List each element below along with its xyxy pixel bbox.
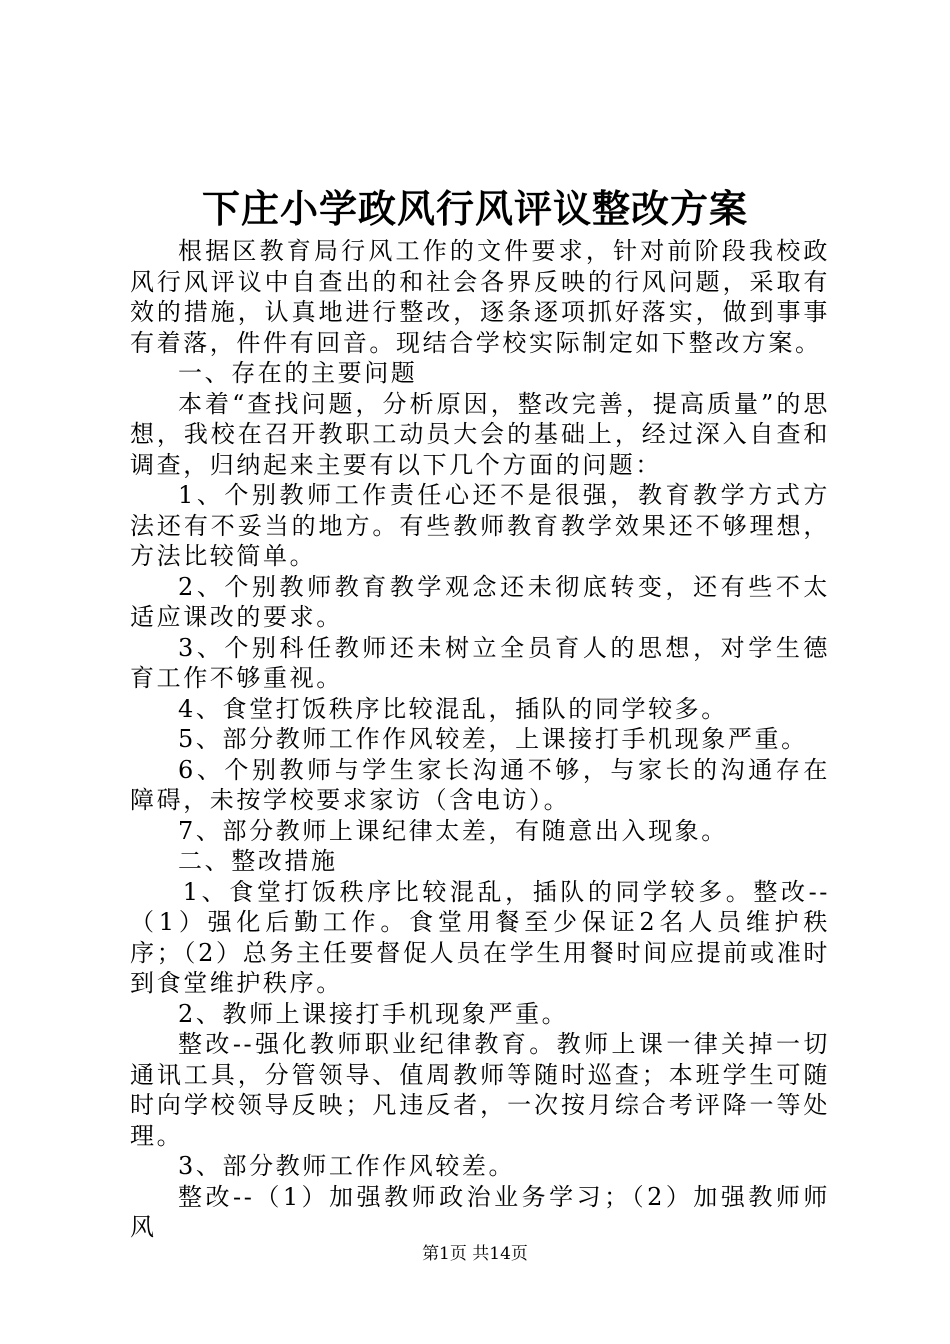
section-heading-measures: 二、整改措施 bbox=[178, 847, 338, 875]
paragraph-intro: 根据区教育局行风工作的文件要求，针对前阶段我校政风行风评议中自查出的和社会各界反映的行风问题，采取有效的措施，认真地进行整改，逐条逐项抓好落实，做到事事有着落，件件有回音。现结合学校实际制定如下整改方案。 bbox=[130, 237, 830, 357]
problem-item-6: 6、个别教师与学生家长沟通不够，与家长的沟通存在障碍，未按学校要求家访（含电访）。 bbox=[130, 755, 830, 814]
problem-item-3: 3、个别科任教师还未树立全员育人的思想，对学生德育工作不够重视。 bbox=[130, 633, 830, 692]
problem-item-4: 4、食堂打饭秩序比较混乱，插队的同学较多。 bbox=[178, 694, 728, 723]
measure-item-1: 1、食堂打饭秩序比较混乱，插队的同学较多。整改--（1）强化后勤工作。食堂用餐至少保证2名人员维护秩序；（2）总务主任要督促人员在学生用餐时间应提前或准时到食堂维护秩序。 bbox=[130, 877, 830, 997]
document-body bbox=[130, 236, 830, 1243]
measure-item-2: 2、教师上课接打手机现象严重。 bbox=[178, 999, 569, 1028]
document-title: 下庄小学政风行风评议整改方案 bbox=[201, 186, 748, 231]
problem-item-7: 7、部分教师上课纪律太差，有随意出入现象。 bbox=[178, 816, 728, 845]
problem-item-2: 2、个别教师教育教学观念还未彻底转变，还有些不太适应课改的要求。 bbox=[130, 572, 830, 631]
problem-item-1: 1、个别教师工作责任心还不是很强，教育教学方式方法还有不妥当的地方。有些教师教育教学效果还不够理想，方法比较简单。 bbox=[130, 481, 830, 570]
measure-item-2-detail: 整改--强化教师职业纪律教育。教师上课一律关掉一切通讯工具，分管领导、值周教师等随时巡查；本班学生可随时向学校领导反映；凡违反者，一次按月综合考评降一等处理。 bbox=[130, 1030, 830, 1150]
problem-item-5: 5、部分教师工作作风较差，上课接打手机现象严重。 bbox=[178, 725, 808, 753]
paragraph-problems-summary: 本着“查找问题，分析原因，整改完善，提高质量”的思想，我校在召开教职工动员大会的基础上，经过深入自查和调查，归纳起来主要有以下几个方面的问题： bbox=[130, 389, 830, 479]
section-heading-problems: 一、存在的主要问题 bbox=[178, 359, 418, 387]
measure-item-3-detail: 整改--（1）加强教师政治业务学习；（2）加强教师师风 bbox=[130, 1182, 830, 1241]
page-footer: 第1页 共14页 bbox=[422, 1244, 528, 1264]
measure-item-3: 3、部分教师工作作风较差。 bbox=[178, 1152, 516, 1180]
